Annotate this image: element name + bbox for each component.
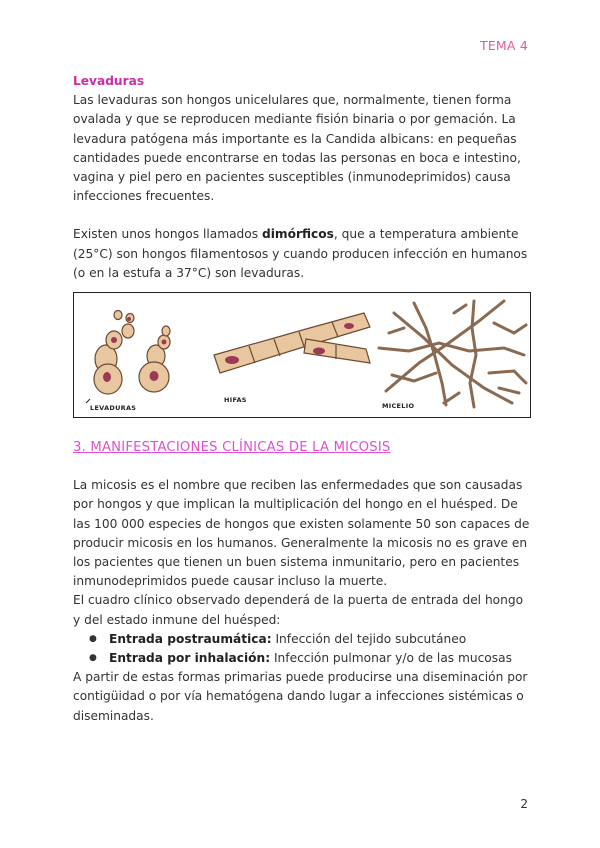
levaduras-paragraph: Las levaduras son hongos unicelulares que, normalmente, tienen forma ovalada y que se reproducen mediante fisión binaria o por gemación. La levadura patógena más importante es la Candida albicans: en pequeñas cantidades puede encontrarse en todas las personas en boca e intestino, vagina y piel pero en pacientes susceptibles (inmunodeprimidos) causa infecciones frecuentes. <box>73 93 521 204</box>
mycelium-drawing <box>379 301 526 407</box>
figure-label-micelio: MICELIO <box>382 402 415 411</box>
header-tema: TEMA 4 <box>480 38 528 53</box>
levaduras-heading: Levaduras <box>73 74 145 88</box>
cuadro-clinico-paragraph: El cuadro clínico observado dependerá de la puerta de entrada del hongo y del estado inmune del huésped: <box>73 593 524 627</box>
list-item-text: Infección pulmonar y/o de las mucosas <box>270 651 512 666</box>
section-title: 3. MANIFESTACIONES CLÍNICAS DE LA MICOSIS <box>73 440 391 456</box>
diseminacion-paragraph: A partir de estas formas primarias puede producirse una diseminación por contigüidad o por vía hematógena dando lugar a infecciones sistémicas o diseminadas. <box>73 670 528 723</box>
list-item-bold: Entrada postraumática: <box>109 631 272 646</box>
list-item <box>89 649 533 668</box>
list-item <box>89 630 533 649</box>
list-item-bold: Entrada por inhalación: <box>109 651 271 666</box>
dimorficos-text-before: Existen unos hongos llamados <box>73 227 262 242</box>
dimorficos-text-after: , que a temperatura ambiente (25°C) son hongos filamentosos y cuando producen infección en humanos (o en la estufa a 37°C) son levaduras. <box>73 227 528 280</box>
figure-label-hifas: HIFAS <box>224 396 247 405</box>
list-item-text: Infección del tejido subcutáneo <box>271 631 467 646</box>
entrada-list <box>73 630 533 668</box>
page-number: 2 <box>520 797 528 811</box>
fungi-illustration <box>73 292 531 418</box>
dimorficos-paragraph <box>73 225 533 283</box>
fungi-drawing <box>74 293 530 417</box>
micosis-paragraph: La micosis es el nombre que reciben las enfermedades que son causadas por hongos y que implican la multiplicación del hongo en el huésped. De las 100 000 especies de hongos que existen solamente 50 son capaces de producir micosis en los humanos. Generalmente la micosis no es grave en los pacientes que tienen un buen sistema inmunitario, pero en pacientes inmunodeprimidos puede causar incluso la muerte. <box>73 478 530 589</box>
dimorficos-bold: dimórficos <box>261 227 334 242</box>
page-content <box>73 72 533 726</box>
hyphae-drawing <box>214 313 370 373</box>
figure-label-levaduras: LEVADURAS <box>90 404 137 413</box>
